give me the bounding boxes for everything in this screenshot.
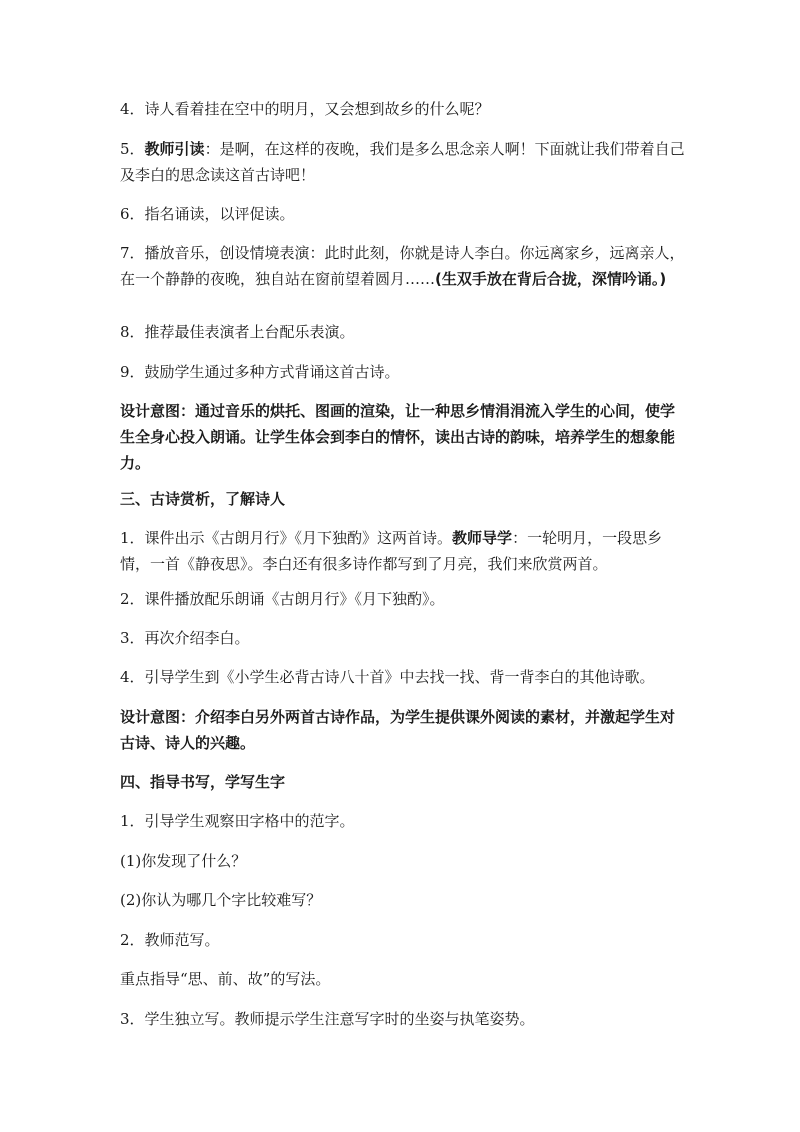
step-text: 7．播放音乐，创设情境表演：此时此刻，你就是诗人李白。你远离家乡，远离亲人，在一个静静的夜晚，独自站在窗前望着圆月…… xyxy=(120,244,685,288)
step-8-recommend: 8．推荐最佳表演者上台配乐表演。 xyxy=(120,323,355,341)
step-text: 1．课件出示《古朗月行》《月下独酌》这两首诗。 xyxy=(120,529,453,547)
section-4-step-2: 2．教师范写。 xyxy=(120,931,220,949)
step-text: ：一轮明月，一段思乡情，一首《静夜思》。李白还有很多诗作都写到了月亮，我们来欣赏两首。 xyxy=(120,529,663,573)
stage-direction: (生双手放在背后合拢，深情吟诵。) xyxy=(435,270,667,288)
section-4-sub-2: (2)你认为哪几个字比较难写？ xyxy=(120,891,322,909)
section-3-step-1 xyxy=(120,525,686,577)
step-6-recite: 6．指名诵读，以评促读。 xyxy=(120,205,295,223)
step-7-music-performance xyxy=(120,240,686,292)
design-intent-2: 设计意图：介绍李白另外两首古诗作品，为学生提供课外阅读的素材，并激起学生对古诗、诗人的兴趣。 xyxy=(120,708,676,752)
design-intent-1: 设计意图：通过音乐的烘托、图画的渲染，让一种思乡情涓涓流入学生的心间，使学生全身心投入朗诵。让学生体会到李白的情怀，读出古诗的韵味，培养学生的想象能力。 xyxy=(120,402,676,472)
section-3-heading: 三、古诗赏析，了解诗人 xyxy=(120,490,286,508)
section-3-step-4: 4．引导学生到《小学生必背古诗八十首》中去找一找、背一背李白的其他诗歌。 xyxy=(120,668,655,686)
section-4-step-1: 1．引导学生观察田字格中的范字。 xyxy=(120,812,355,830)
step-number: 5． xyxy=(120,140,145,158)
section-4-sub-1: (1)你发现了什么？ xyxy=(120,852,247,870)
step-9-encourage: 9．鼓励学生通过多种方式背诵这首古诗。 xyxy=(120,363,400,381)
section-3-step-3: 3．再次介绍李白。 xyxy=(120,629,250,647)
section-4-heading: 四、指导书写，学写生字 xyxy=(120,773,286,791)
section-4-key-guide: 重点指导“思、前、故”的写法。 xyxy=(120,970,331,988)
teacher-guide-label: 教师导学 xyxy=(452,529,513,547)
section-4-step-3: 3．学生独立写。教师提示学生注意写字时的坐姿与执笔姿势。 xyxy=(120,1010,535,1028)
step-5-teacher-reading xyxy=(120,136,686,188)
step-4-question: 4．诗人看着挂在空中的明月，又会想到故乡的什么呢？ xyxy=(120,100,490,118)
step-text: ：是啊，在这样的夜晚，我们是多么思念亲人啊！下面就让我们带着自己及李白的思念读这首古诗吧！ xyxy=(120,140,685,184)
teacher-reading-label: 教师引读 xyxy=(144,140,205,158)
section-3-step-2: 2．课件播放配乐朗诵《古朗月行》《月下独酌》。 xyxy=(120,590,445,608)
